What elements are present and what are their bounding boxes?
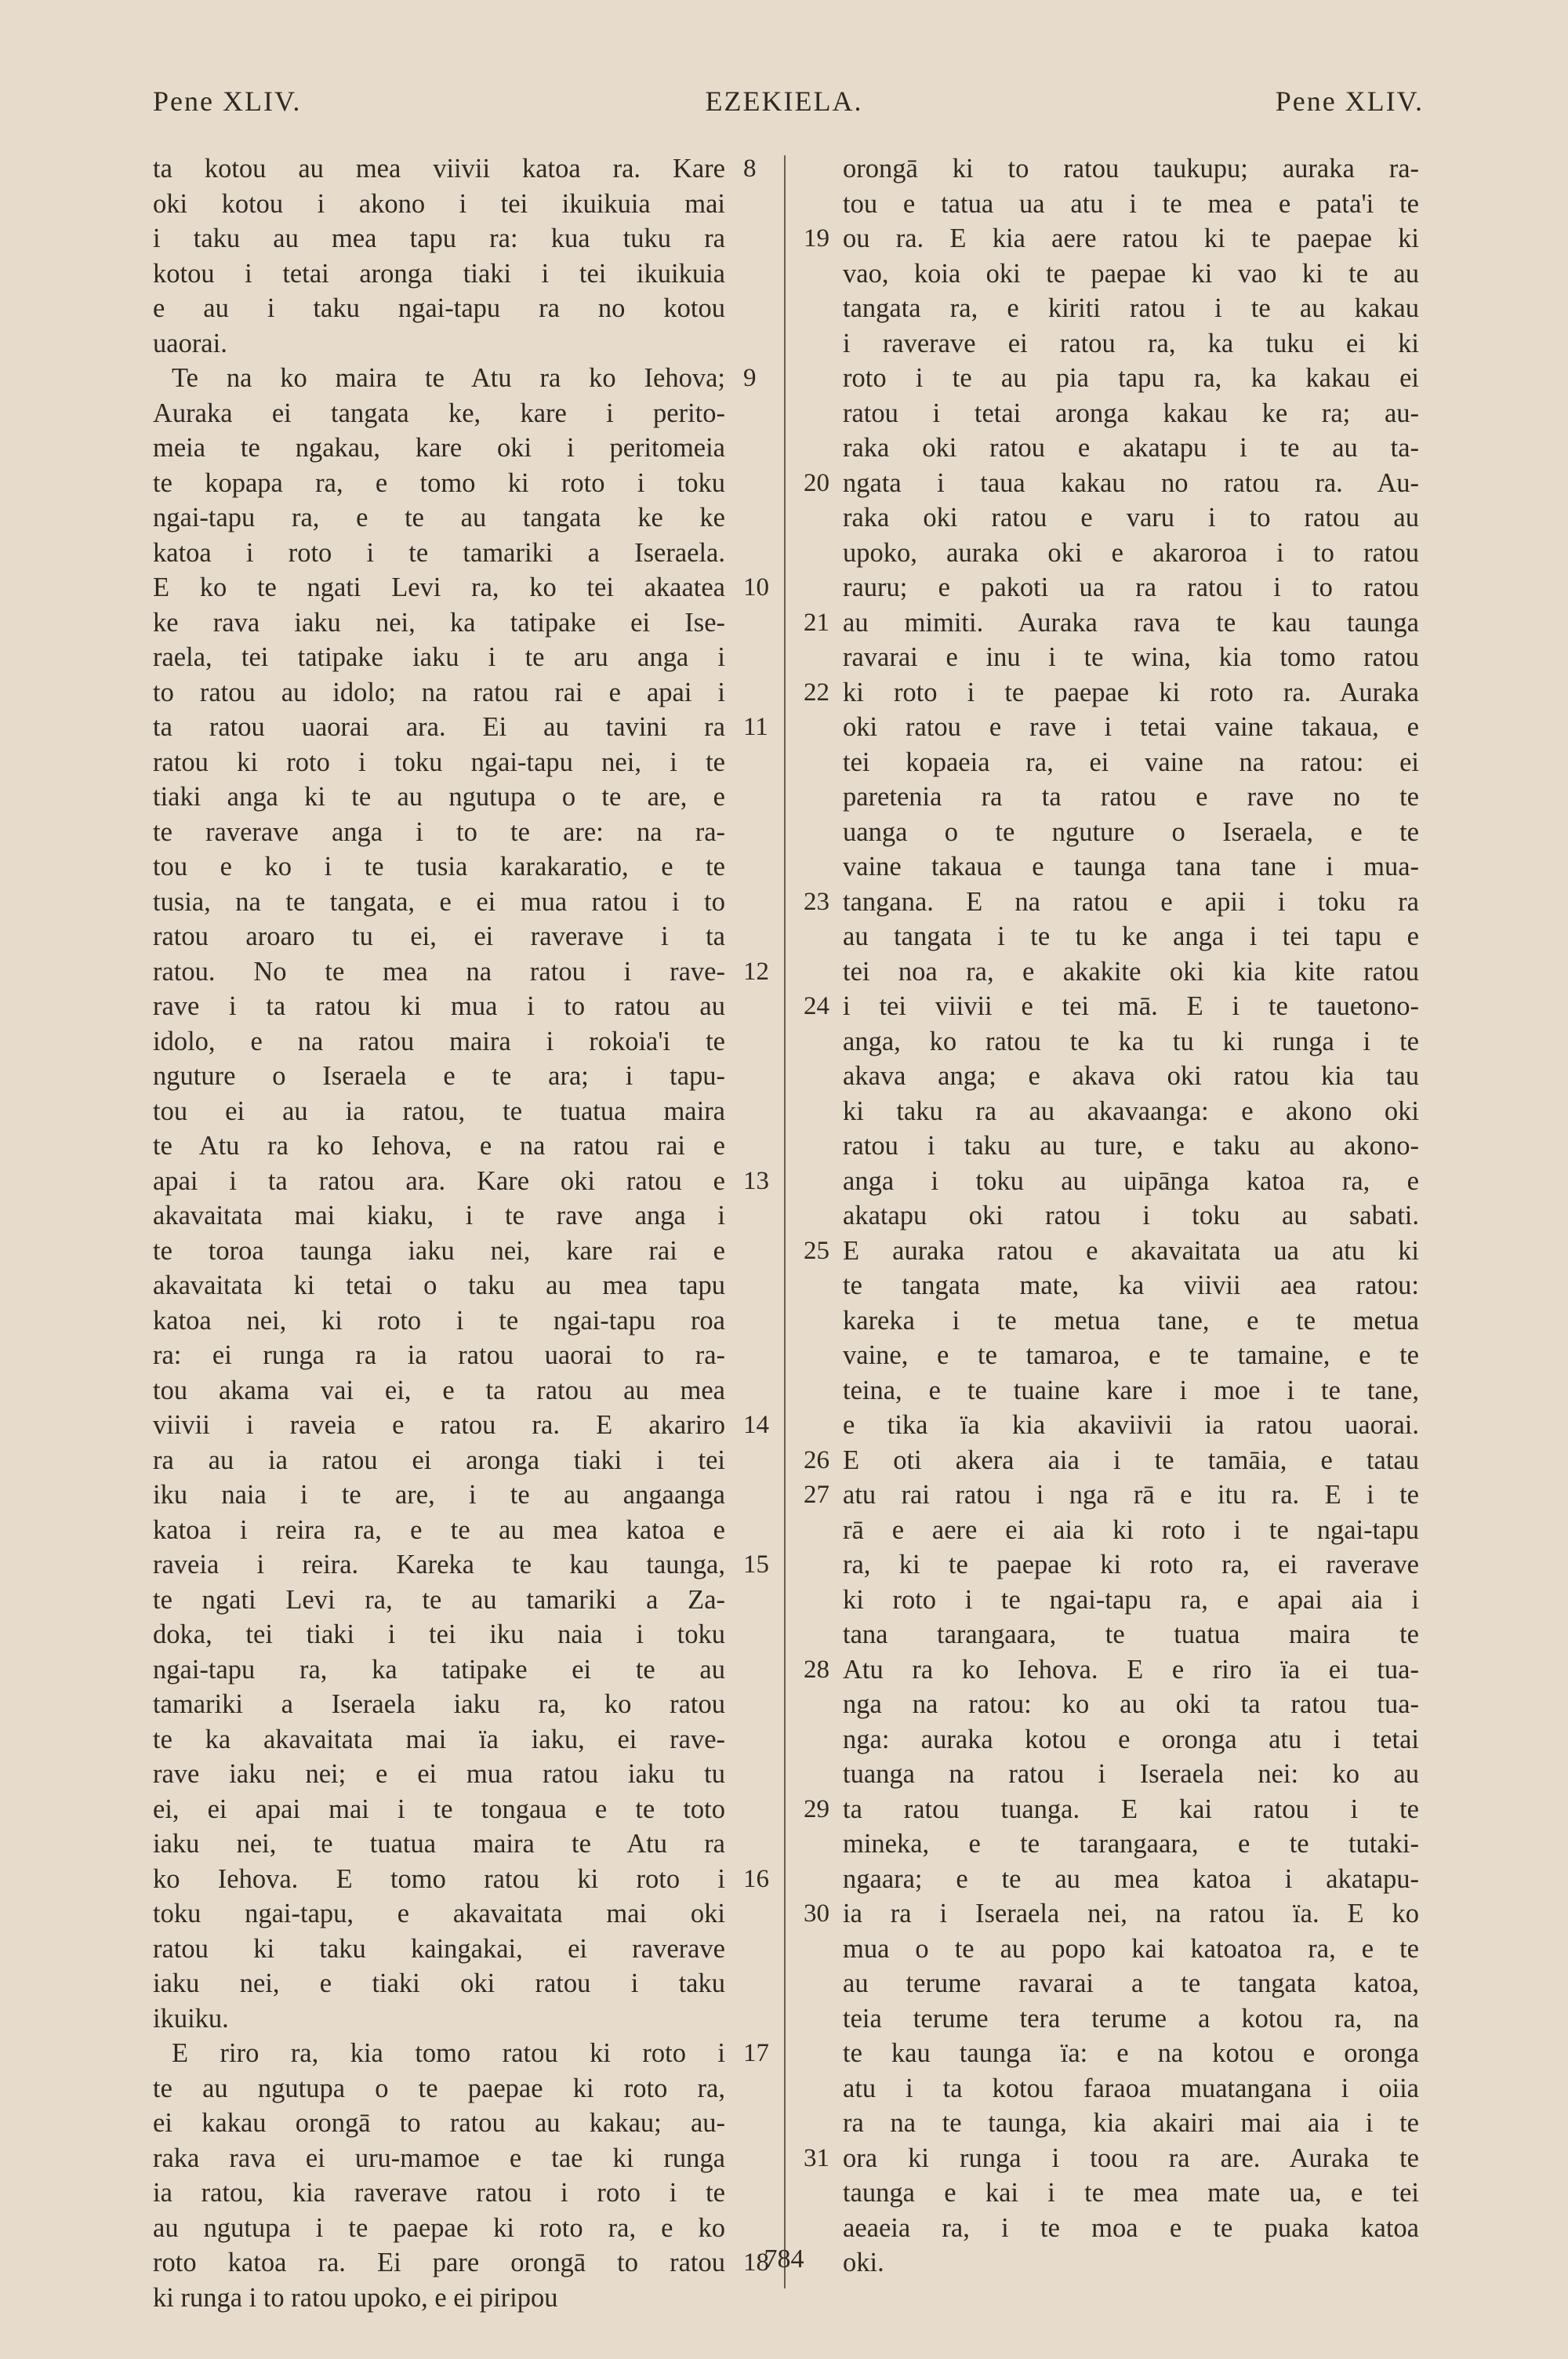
text-line: ki taku ra au akavaanga: e akono oki (843, 1096, 1419, 1126)
text-line: idolo, e na ratou maira i rokoia'i te (153, 1026, 725, 1056)
verse-number: 29 (804, 1794, 829, 1823)
verse-number: 22 (804, 678, 829, 707)
text-line: au ngutupa i te paepae ki roto ra, e ko (153, 2212, 725, 2243)
text-line: rā e aere ei aia ki roto i te ngai-tapu (843, 1514, 1419, 1545)
text-line: ravarai e inu i te wina, kia tomo ratou (843, 642, 1419, 672)
text-line: apai i ta ratou ara. Kare oki ratou e (153, 1165, 725, 1196)
text-line: ta ratou tuanga. E kai ratou i te (843, 1794, 1419, 1824)
header-chapter-right: Pene XLIV. (1275, 85, 1424, 117)
text-line: tei kopaeia ra, ei vaine na ratou: ei (843, 747, 1419, 777)
text-line: kotou i tetai aronga tiaki i tei ikuikuia (153, 258, 725, 289)
verse-number: 10 (743, 573, 769, 602)
text-line: mua o te au popo kai katoatoa ra, e te (843, 1933, 1419, 1964)
text-line: to ratou au idolo; na ratou rai e apai i (153, 677, 725, 707)
text-line: atu rai ratou i nga rā e itu ra. E i te (843, 1480, 1419, 1510)
text-line: upoko, auraka oki e akaroroa i to ratou (843, 537, 1419, 568)
text-line: E auraka ratou e akavaitata ua atu ki (843, 1235, 1419, 1266)
text-line: tangata ra, e kiriti ratou i te au kakau (843, 293, 1419, 323)
verse-number: 18 (743, 2248, 769, 2277)
text-line: Atu ra ko Iehova. E e riro ïa ei tua- (843, 1654, 1419, 1685)
text-line: te kopapa ra, e tomo ki roto i toku (153, 467, 725, 498)
running-header (0, 85, 1568, 132)
text-line: ngaara; e te au mea katoa i akatapu- (843, 1863, 1419, 1894)
text-line: ngata i taua kakau no ratou ra. Au- (843, 467, 1419, 498)
header-book-title: EZEKIELA. (705, 85, 863, 117)
text-line: nga: auraka kotou e oronga atu i tetai (843, 1724, 1419, 1754)
text-line: tou ei au ia ratou, te tuatua maira (153, 1096, 725, 1126)
left-text-column (153, 151, 725, 2315)
text-line: te ka akavaitata mai ïa iaku, ei rave- (153, 1724, 725, 1754)
right-text-column (843, 151, 1419, 2281)
text-line: Te na ko maira te Atu ra ko Iehova; (172, 363, 725, 393)
verse-number: 19 (804, 224, 829, 253)
text-line: atu i ta kotou faraoa muatangana i oiia (843, 2073, 1419, 2103)
text-line: tana tarangaara, te tuatua maira te (843, 1619, 1419, 1649)
text-line: tiaki anga ki te au ngutupa o te are, e (153, 782, 725, 812)
text-line: akavaitata mai kiaku, i te rave anga i (153, 1201, 725, 1230)
verse-number: 21 (804, 608, 829, 637)
text-line: roto i te au pia tapu ra, ka kakau ei (843, 363, 1419, 393)
text-line: te kau taunga ïa: e na kotou e oronga (843, 2038, 1419, 2068)
text-line: ratou aroaro tu ei, ei raverave i ta (153, 921, 725, 951)
text-line: ra na te taunga, kia akairi mai aia i te (843, 2108, 1419, 2138)
text-line: meia te ngakau, kare oki i peritomeia (153, 433, 725, 463)
text-line: Auraka ei tangata ke, kare i perito- (153, 398, 725, 428)
text-line: ngai-tapu ra, e te au tangata ke ke (153, 503, 725, 533)
text-line: au terume ravarai a te tangata katoa, (843, 1968, 1419, 1998)
text-line: uaorai. (153, 328, 227, 358)
text-line: raka rava ei uru-mamoe e tae ki runga (153, 2143, 725, 2173)
text-line: oki ratou e rave i tetai vaine takaua, e (843, 712, 1419, 742)
text-line: akatapu oki ratou i toku au sabati. (843, 1201, 1419, 1230)
text-line: anga i toku au uipānga katoa ra, e (843, 1165, 1419, 1196)
column-divider (784, 155, 786, 2288)
verse-number: 9 (743, 364, 757, 392)
verse-number: 31 (804, 2143, 829, 2172)
verse-number: 12 (743, 957, 769, 986)
text-line: uanga o te nguture o Iseraela, e te (843, 816, 1419, 847)
text-line: ratou. No te mea na ratou i rave- (153, 956, 725, 987)
page-number: 784 (764, 2245, 804, 2274)
text-line: ikuiku. (153, 2003, 229, 2034)
text-line: nguture o Iseraela e te ara; i tapu- (153, 1061, 725, 1091)
verse-number: 28 (804, 1655, 829, 1684)
text-line: ia ra i Iseraela nei, na ratou ïa. E ko (843, 1899, 1419, 1928)
text-line: raela, tei tatipake iaku i te aru anga i (153, 642, 725, 672)
text-line: iaku nei, te tuatua maira te Atu ra (153, 1829, 725, 1859)
verse-number: 8 (743, 154, 757, 183)
text-line: raveia i reira. Kareka te kau taunga, (153, 1550, 725, 1579)
text-line: ratou i taku au ture, e taku au akono- (843, 1131, 1419, 1161)
text-line: tei noa ra, e akakite oki kia kite ratou (843, 956, 1419, 987)
text-line: ei, ei apai mai i te tongaua e te toto (153, 1794, 725, 1824)
text-line: te Atu ra ko Iehova, e na ratou rai e (153, 1131, 725, 1161)
text-line: ke rava iaku nei, ka tatipake ei Ise- (153, 607, 725, 638)
text-line: oki. (843, 2248, 884, 2277)
text-line: teina, e te tuaine kare i moe i te tane, (843, 1375, 1419, 1405)
verse-number: 17 (743, 2039, 769, 2067)
header-chapter-left: Pene XLIV. (153, 85, 302, 117)
text-line: tuanga na ratou i Iseraela nei: ko au (843, 1759, 1419, 1789)
text-line: vao, koia oki te paepae ki vao ki te au (843, 258, 1419, 289)
text-line: iku naia i te are, i te au angaanga (153, 1480, 725, 1510)
text-line: au tangata i te tu ke anga i tei tapu e (843, 921, 1419, 951)
verse-number: 16 (743, 1864, 769, 1893)
text-line: viivii i raveia e ratou ra. E akariro (153, 1410, 725, 1440)
text-line: akavaitata ki tetai o taku au mea tapu (153, 1270, 725, 1300)
text-line: E oti akera aia i te tamāia, e tatau (843, 1445, 1419, 1475)
text-line: rave iaku nei; e ei mua ratou iaku tu (153, 1759, 725, 1789)
text-line: tamariki a Iseraela iaku ra, ko ratou (153, 1689, 725, 1719)
text-line: paretenia ra ta ratou e rave no te (843, 782, 1419, 812)
text-line: E riro ra, kia tomo ratou ki roto i (172, 2038, 725, 2068)
text-line: ei kakau orongā to ratou au kakau; au- (153, 2108, 725, 2138)
text-line: e au i taku ngai-tapu ra no kotou (153, 293, 725, 323)
verse-number: 24 (804, 992, 829, 1020)
text-line: roto katoa ra. Ei pare orongā to ratou (153, 2248, 725, 2277)
text-line: te toroa taunga iaku nei, kare rai e (153, 1235, 725, 1266)
text-line: vaine takaua e taunga tana tane i mua- (843, 852, 1419, 881)
text-line: doka, tei tiaki i tei iku naia i toku (153, 1619, 725, 1649)
text-line: ra: ei runga ra ia ratou uaorai to ra- (153, 1340, 725, 1370)
text-line: tou e tatua ua atu i te mea e pata'i te (843, 188, 1419, 219)
text-line: toku ngai-tapu, e akavaitata mai oki (153, 1899, 725, 1928)
text-line: oki kotou i akono i tei ikuikuia mai (153, 188, 725, 219)
text-line: te au ngutupa o te paepae ki roto ra, (153, 2073, 725, 2103)
text-line: taunga e kai i te mea mate ua, e tei (843, 2178, 1419, 2208)
text-line: ki roto i te ngai-tapu ra, e apai aia i (843, 1584, 1419, 1615)
text-line: kareka i te metua tane, e te metua (843, 1305, 1419, 1336)
text-line: anga, ko ratou te ka tu ki runga i te (843, 1026, 1419, 1056)
verse-number: 20 (804, 468, 829, 497)
text-line: ki runga i to ratou upoko, e ei piripou (153, 2282, 558, 2313)
verse-number: 11 (743, 713, 768, 741)
verse-number: 26 (804, 1445, 829, 1474)
text-line: tou e ko i te tusia karakaratio, e te (153, 852, 725, 881)
text-line: vaine, e te tamaroa, e te tamaine, e te (843, 1340, 1419, 1370)
text-line: ki roto i te paepae ki roto ra. Auraka (843, 677, 1419, 707)
text-line: i tei viivii e tei mā. E i te tauetono- (843, 991, 1419, 1021)
text-line: ia ratou, kia raverave ratou i roto i te (153, 2178, 725, 2208)
text-line: ora ki runga i toou ra are. Auraka te (843, 2143, 1419, 2173)
text-line: i taku au mea tapu ra: kua tuku ra (153, 224, 725, 253)
text-line: E ko te ngati Levi ra, ko tei akaatea (153, 572, 725, 602)
text-line: te tangata mate, ka viivii aea ratou: (843, 1270, 1419, 1300)
text-line: ta ratou uaorai ara. Ei au tavini ra (153, 712, 725, 742)
text-line: ra au ia ratou ei aronga tiaki i tei (153, 1445, 725, 1475)
text-line: raka oki ratou e akatapu i te au ta- (843, 433, 1419, 463)
text-line: ngai-tapu ra, ka tatipake ei te au (153, 1654, 725, 1685)
verse-number: 25 (804, 1236, 829, 1265)
verse-number: 13 (743, 1166, 769, 1195)
text-line: te ngati Levi ra, te au tamariki a Za- (153, 1584, 725, 1615)
text-line: nga na ratou: ko au oki ta ratou tua- (843, 1689, 1419, 1719)
text-line: te raverave anga i to te are: na ra- (153, 816, 725, 847)
text-line: i raverave ei ratou ra, ka tuku ei ki (843, 328, 1419, 358)
text-line: tusia, na te tangata, e ei mua ratou i to (153, 886, 725, 917)
text-line: teia terume tera terume a kotou ra, na (843, 2003, 1419, 2034)
text-line: ratou ki taku kaingakai, ei raverave (153, 1933, 725, 1964)
text-line: aeaeia ra, i te moa e te puaka katoa (843, 2212, 1419, 2243)
text-line: ou ra. E kia aere ratou ki te paepae ki (843, 224, 1419, 253)
text-line: ra, ki te paepae ki roto ra, ei raverave (843, 1550, 1419, 1579)
verse-number: 27 (804, 1481, 829, 1509)
text-line: ta kotou au mea viivii katoa ra. Kare (153, 154, 725, 184)
text-line: rauru; e pakoti ua ra ratou i to ratou (843, 572, 1419, 602)
text-line: tou akama vai ei, e ta ratou au mea (153, 1375, 725, 1405)
text-line: katoa nei, ki roto i te ngai-tapu roa (153, 1305, 725, 1336)
text-line: iaku nei, e tiaki oki ratou i taku (153, 1968, 725, 1998)
text-line: au mimiti. Auraka rava te kau taunga (843, 607, 1419, 638)
verse-number: 23 (804, 887, 829, 916)
text-line: katoa i roto i te tamariki a Iseraela. (153, 537, 725, 568)
text-line: e tika ïa kia akaviivii ia ratou uaorai. (843, 1410, 1419, 1440)
text-line: raka oki ratou e varu i to ratou au (843, 503, 1419, 533)
text-line: mineka, e te tarangaara, e te tutaki- (843, 1829, 1419, 1859)
verse-number: 14 (743, 1411, 769, 1439)
text-line: akava anga; e akava oki ratou kia tau (843, 1061, 1419, 1091)
verse-number: 30 (804, 1899, 829, 1928)
text-line: tangana. E na ratou e apii i toku ra (843, 886, 1419, 917)
text-line: ratou ki roto i toku ngai-tapu nei, i te (153, 747, 725, 777)
text-line: ko Iehova. E tomo ratou ki roto i (153, 1863, 725, 1894)
text-line: katoa i reira ra, e te au mea katoa e (153, 1514, 725, 1545)
text-line: ratou i tetai aronga kakau ke ra; au- (843, 398, 1419, 428)
verse-number: 15 (743, 1550, 769, 1579)
text-line: orongā ki to ratou taukupu; auraka ra- (843, 154, 1419, 184)
text-line: rave i ta ratou ki mua i to ratou au (153, 991, 725, 1021)
